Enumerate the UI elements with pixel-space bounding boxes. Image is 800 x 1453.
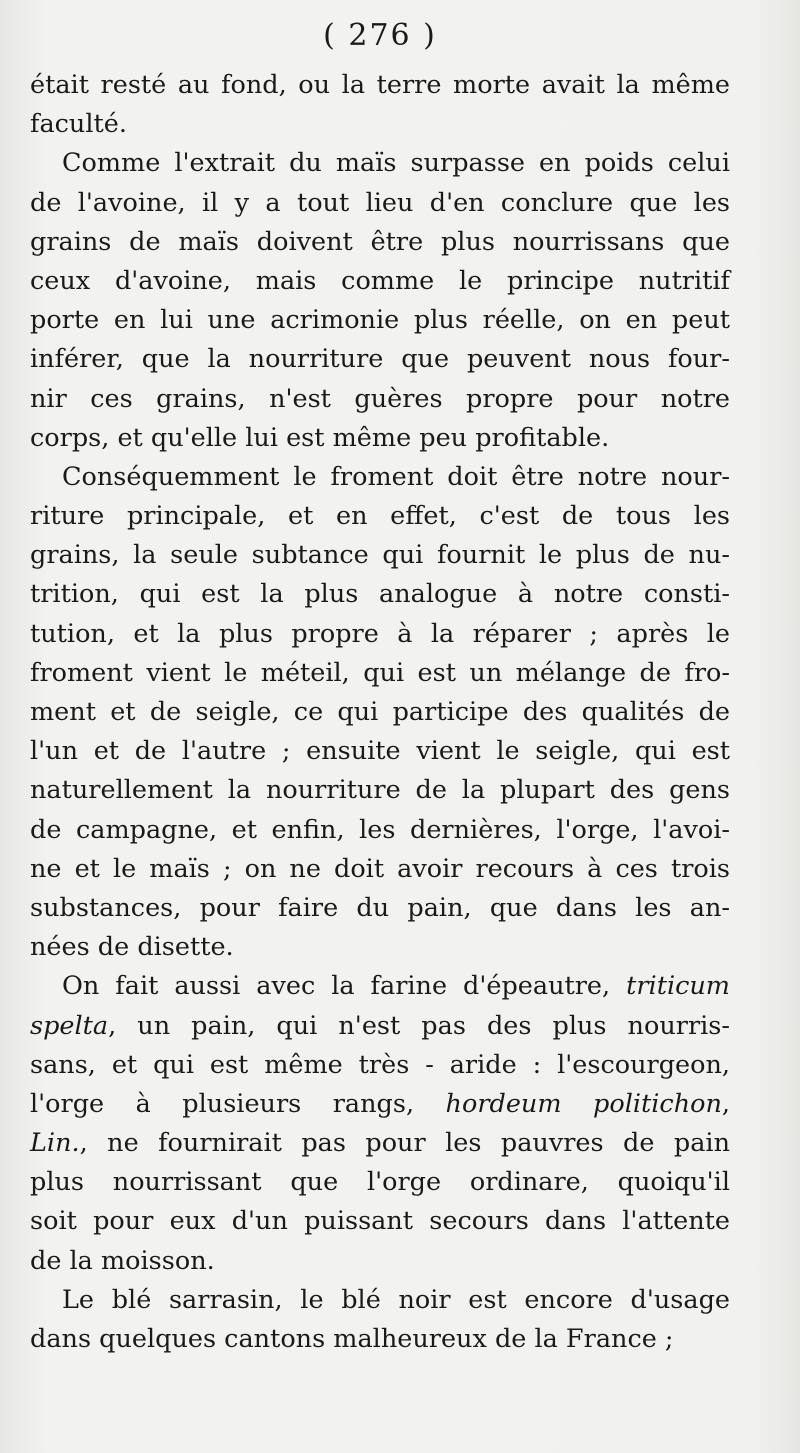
text-line: trition, qui est la plus analogue à notre consti-: [30, 579, 730, 610]
text-line: grains de maïs doivent être plus nourrissans que: [30, 226, 730, 257]
text-line: Conséquemment le froment doit être notre nour-: [62, 461, 730, 492]
text-line: Comme l'extrait du maïs surpasse en poids celui: [62, 148, 730, 179]
text-line: faculté.: [30, 109, 127, 140]
text-line: nées de disette.: [30, 932, 234, 963]
text-line: froment vient le méteil, qui est un mélange de fro-: [30, 657, 730, 688]
text-line: tution, et la plus propre à la réparer ; après le: [30, 618, 730, 649]
text-line: était resté au fond, ou la terre morte avait la même: [30, 70, 730, 100]
text-line: substances, pour faire du pain, que dans les an-: [30, 892, 730, 923]
text-line: ne et le maïs ; on ne doit avoir recours à ces trois: [30, 853, 730, 884]
text-line: riture principale, et en effet, c'est de tous les: [30, 501, 730, 532]
text-line: de campagne, et enfin, les dernières, l'orge, l'avoi-: [30, 814, 730, 845]
text-line: dans quelques cantons malheureux de la France ;: [30, 1324, 674, 1354]
text-line: ceux d'avoine, mais comme le principe nutritif: [30, 265, 730, 296]
text-line: spelta, un pain, qui n'est pas des plus nourris-: [30, 1010, 730, 1041]
text-line: l'un et de l'autre ; ensuite vient le seigle, qui est: [30, 736, 730, 767]
body-text: [30, 66, 730, 1359]
text-line: On fait aussi avec la farine d'épeautre, triticum: [62, 971, 730, 1002]
text-line: naturellement la nourriture de la plupart des gens: [30, 775, 730, 806]
page-number: ( 276 ): [323, 18, 437, 53]
text-line: Lin., ne fournirait pas pour les pauvres de pain: [30, 1128, 730, 1159]
text-line: plus nourrissant que l'orge ordinare, quoiqu'il: [30, 1167, 730, 1198]
text-line: ment et de seigle, ce qui participe des qualités de: [30, 697, 730, 727]
text-line: soit pour eux d'un puissant secours dans l'attente: [30, 1206, 730, 1237]
text-line: inférer, que la nourriture que peuvent nous four-: [30, 344, 730, 375]
text-line: de la moisson.: [30, 1245, 215, 1276]
text-line: sans, et qui est même très - aride : l'escourgeon,: [30, 1049, 730, 1080]
text-line: de l'avoine, il y a tout lieu d'en conclure que les: [30, 187, 730, 218]
text-line: l'orge à plusieurs rangs, hordeum politichon,: [30, 1088, 730, 1119]
text-line: porte en lui une acrimonie plus réelle, on en peut: [30, 305, 730, 336]
text-line: nir ces grains, n'est guères propre pour notre: [30, 383, 730, 414]
text-line: grains, la seule subtance qui fournit le plus de nu-: [30, 540, 730, 571]
text-line: Le blé sarrasin, le blé noir est encore d'usage: [62, 1284, 730, 1315]
text-line: corps, et qu'elle lui est même peu profitable.: [30, 422, 610, 453]
